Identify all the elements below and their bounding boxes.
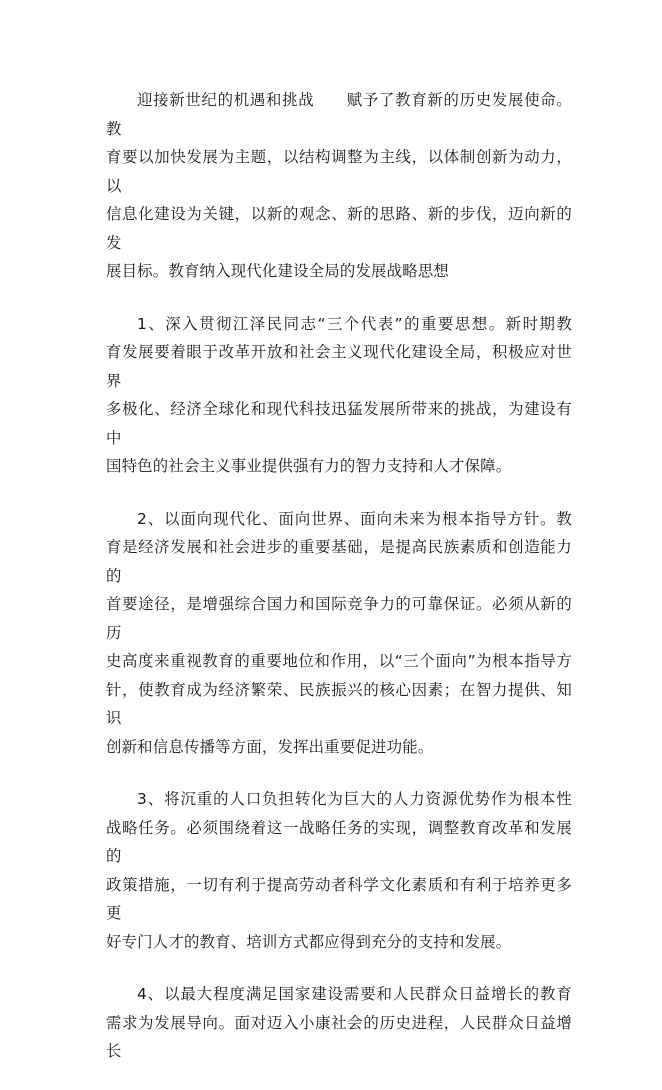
paragraph-line: 迎接新世纪的机遇和挑战 赋予了教育新的历史发展使命。教 bbox=[106, 91, 572, 138]
paragraph-line: 育是经济发展和社会进步的重要基础，是提高民族素质和创造能力的 bbox=[106, 538, 572, 585]
paragraph-line: 需求为发展导向。面对迈入小康社会的历史进程，人民群众日益增长 bbox=[106, 1013, 572, 1060]
paragraph-line: 2、以面向现代化、面向世界、面向未来为根本指导方针。教 bbox=[137, 509, 572, 528]
paragraph-line: 育发展要着眼于改革开放和社会主义现代化建设全局，积极应对世界 bbox=[106, 343, 572, 390]
paragraph-line: 展目标。教育纳入现代化建设全局的发展战略思想 bbox=[106, 262, 449, 280]
paragraph-line: 好专门人才的教育、培训方式都应得到充分的支持和发展。 bbox=[106, 932, 512, 951]
paragraph-line: 信息化建设为关键，以新的观念、新的思路、新的步伐，迈向新的发 bbox=[106, 205, 572, 252]
paragraph-line: 育要以加快发展为主题，以结构调整为主线，以体制创新为动力，以 bbox=[106, 148, 572, 195]
paragraph-point-2 bbox=[106, 505, 572, 762]
paragraph-point-3 bbox=[106, 785, 572, 956]
paragraph-line: 针，使教育成为经济繁荣、民族振兴的核心因素；在智力提供、知识 bbox=[106, 680, 572, 727]
document-body bbox=[106, 86, 572, 1090]
paragraph-line: 首要途径，是增强综合国力和国际竞争力的可靠保证。必须从新的历 bbox=[106, 595, 572, 642]
paragraph-line: 4、以最大程度满足国家建设需要和人民群众日益增长的教育 bbox=[137, 985, 572, 1003]
paragraph-point-1 bbox=[106, 310, 572, 481]
paragraph-point-4 bbox=[106, 980, 572, 1066]
paragraph-line: 1、深入贯彻江泽民同志“三个代表”的重要思想。新时期教 bbox=[137, 314, 572, 333]
paragraph-line: 战略任务。必须围绕着这一战略任务的实现，调整教育改革和发展的 bbox=[106, 818, 572, 865]
paragraph-line: 史高度来重视教育的重要地位和作用，以“三个面向”为根本指导方 bbox=[106, 652, 572, 670]
paragraph-line: 3、将沉重的人口负担转化为巨大的人力资源优势作为根本性 bbox=[137, 790, 572, 808]
paragraph-line: 创新和信息传播等方面，发挥出重要促进功能。 bbox=[106, 737, 434, 756]
paragraph-line: 多极化、经济全球化和现代科技迅猛发展所带来的挑战，为建设有中 bbox=[106, 400, 572, 447]
paragraph-line: 国特色的社会主义事业提供强有力的智力支持和人才保障。 bbox=[106, 457, 512, 475]
paragraph-line: 政策措施，一切有利于提高劳动者科学文化素质和有利于培养更多更 bbox=[106, 875, 572, 922]
paragraph-intro bbox=[106, 86, 572, 286]
